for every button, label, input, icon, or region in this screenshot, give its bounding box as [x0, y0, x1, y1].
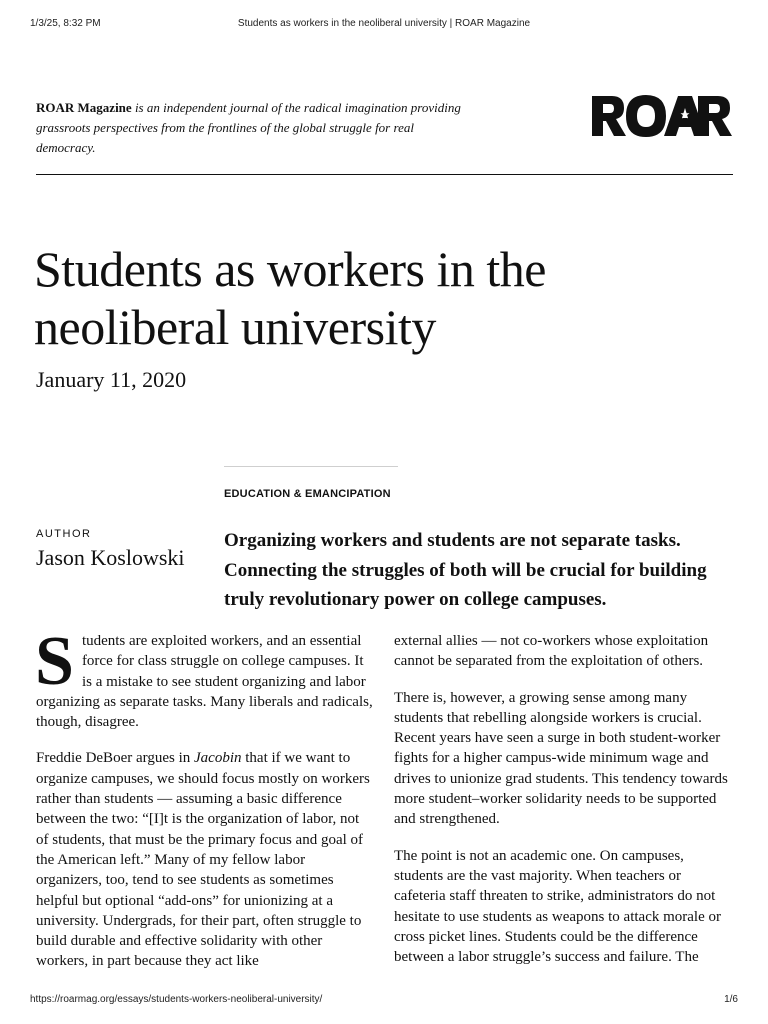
- masthead-divider: [36, 174, 733, 175]
- roar-logo[interactable]: [590, 90, 734, 140]
- body-paragraph: external allies — not co-workers whose exploitation cannot be separated from the exploitation of others.: [394, 633, 709, 670]
- masthead-description: [36, 98, 476, 158]
- masthead-brand[interactable]: ROAR Magazine: [36, 100, 132, 115]
- masthead-tagline: is an independent journal of the radical imagination providing grassroots perspectives from the frontlines of the global struggle for real democracy.: [36, 100, 461, 155]
- body-column-right: [394, 631, 732, 983]
- roar-logo-text: ROAR: [590, 90, 593, 91]
- article-title: Students as workers in the neoliberal university: [34, 241, 546, 355]
- print-datetime: 1/3/25, 8:32 PM: [30, 18, 101, 29]
- category-divider: [224, 466, 398, 467]
- body-paragraph: [36, 748, 374, 971]
- body-paragraph-text: tudents are exploited workers, and an essential force for class struggle on college campuses. It is a mistake to see student organizing and labor organizing as separate tasks. Many liberals and radicals, though, disagree.: [36, 633, 373, 731]
- body-paragraph: The point is not an academic one. On campuses, students are the vast majority. When teachers or cafeteria staff threaten to strike, administrators do not hesitate to use students as weapons to attack morale or cross picket lines. Students could be the difference between a labor struggle’s success and failure. The: [394, 847, 721, 966]
- author-name[interactable]: Jason Koslowski: [36, 545, 185, 570]
- article-lede: Organizing workers and students are not separate tasks. Connecting the struggles of both will be crucial for building truly revolutionary power on college campuses.: [224, 530, 707, 610]
- drop-cap: S: [35, 623, 74, 700]
- body-paragraph: [35, 623, 374, 732]
- publication-date: January 11, 2020: [36, 367, 187, 392]
- print-page-number: 1/6: [724, 994, 738, 1005]
- body-paragraph-text: that if we want to organize campuses, we should focus mostly on workers rather than students — assuming a basic difference between the two: “[I]t is the organization of labor, not of students, that must be the primary focus and goal of the American left.” Many of my fellow labor organizers, too, tend to see students as sometimes helpful but optional “add-ons” for unionizing at a university. Undergrads, for their part, often struggle to build durable and effective solidarity with other workers, in part because they act like: [36, 750, 370, 970]
- print-document-title: Students as workers in the neoliberal university | ROAR Magazine: [237, 18, 531, 29]
- author-label: AUTHOR: [36, 528, 92, 540]
- print-footer: [0, 994, 768, 1008]
- print-url: https://roarmag.org/essays/students-workers-neoliberal-university/: [30, 994, 323, 1005]
- roar-logo-graphic: [590, 90, 734, 140]
- print-header: [0, 18, 768, 32]
- body-paragraph: There is, however, a growing sense among many students that rebelling alongside workers is crucial. Recent years have seen a surge in both student-worker fights for a higher campus-wide minimum wage and drives to unionize grad students. This tendency towards more student–worker solidarity needs to be supported and strengthened.: [394, 689, 728, 828]
- body-paragraph-text: Freddie DeBoer argues in: [36, 750, 195, 767]
- category-link[interactable]: EDUCATION & EMANCIPATION: [224, 488, 391, 500]
- body-column-left: [35, 623, 374, 988]
- publication-link[interactable]: Jacobin: [194, 750, 242, 767]
